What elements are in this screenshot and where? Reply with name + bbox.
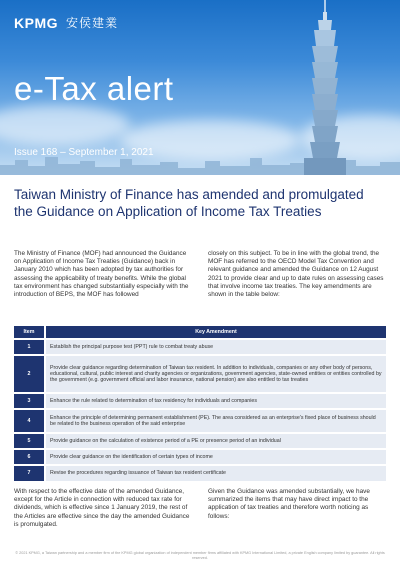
row-amendment-text: Provide guidance on the calculation of existence period of a PE or presence period of an individual [45,433,386,449]
table-row [14,449,386,465]
row-number: 1 [14,339,45,355]
intro-paragraph-left: The Ministry of Finance (MOF) had announced the Guidance on Application of Income Tax Treaties (Guidance) back in January 2010 which has been adopted by tax authorities for assessing the applicability of treaty benefits. While the global tax environment has changed substantially especially with the introduction of BEPS, the MOF has followed [14,250,189,299]
intro-paragraph-right: closely on this subject. To be in line with the global trend, the MOF has referred to the OECD Model Tax Convention and relevant guidance and amended the Guidance on 12 August 2021 to provide clear and up to date rules on assessing cases that involve income tax treaties. The key amendments are shown in the table below: [208,250,384,299]
table-row [14,409,386,433]
brand [14,14,118,31]
table-row [14,339,386,355]
row-amendment-text: Provide clear guidance regarding determination of Taiwan tax resident. In addition to individuals, companies or any other body of persons, educational, cultural, public interest and charity agencies or organizations, government agencies, state-owned entities or entities controlled by the government (e.g. government official and labor insurance, national pension) are also entitled to tax treaties [45,355,386,393]
row-number: 3 [14,393,45,409]
closing-paragraph-right: Given the Guidance was amended substantially, we have summarized the items that may have direct impact to the application of tax treaties and therefore worth noticing as follows: [208,488,370,520]
row-amendment-text: Enhance the rule related to determination of tax residency for individuals and companies [45,393,386,409]
closing-paragraph-left: With respect to the effective date of the amended Guidance, except for the Article in connection with reduced tax rate for dividends, which is effective since 1 January 2019, the rest of the Articles are effective since the day the amended Guidance is promulgated. [14,488,190,528]
article-headline: Taiwan Ministry of Finance has amended and promulgated the Guidance on Application of Income Tax Treaties [14,187,364,219]
chinese-brand-name: 安侯建業 [66,16,119,30]
hero-banner [0,0,400,175]
column-header-key-amendment: Key Amendment [45,326,386,339]
row-amendment-text: Provide clear guidance on the identification of certain types of income [45,449,386,465]
row-number: 6 [14,449,45,465]
table-row [14,433,386,449]
amendments-table [14,326,386,481]
row-number: 7 [14,465,45,481]
issue-date: Issue 168 – September 1, 2021 [14,147,154,158]
kpmg-logo: KPMG [14,14,58,31]
row-number: 4 [14,409,45,433]
row-number: 5 [14,433,45,449]
column-header-item: Item [14,326,45,339]
publication-title: e-Tax alert [14,70,174,107]
row-amendment-text: Establish the principal purpose test (PPT) rule to combat treaty abuse [45,339,386,355]
row-number: 2 [14,355,45,393]
table-row [14,393,386,409]
table-header-row [14,326,386,339]
taipei-101-tower-image [290,0,360,175]
table-row [14,465,386,481]
table-row [14,355,386,393]
row-amendment-text: Enhance the principle of determining permanent establishment (PE). The area considered as an enterprise's fixed place of business should be related to the business operation of the said enterprise [45,409,386,433]
row-amendment-text: Revise the procedures regarding issuance of Taiwan tax resident certificate [45,465,386,481]
copyright-footer: © 2021 KPMG, a Taiwan partnership and a member firm of the KPMG global organization of independent member firms affiliated with KPMG International Limited, a private English company limited by guarantee. All rights reserved. [15,551,385,560]
